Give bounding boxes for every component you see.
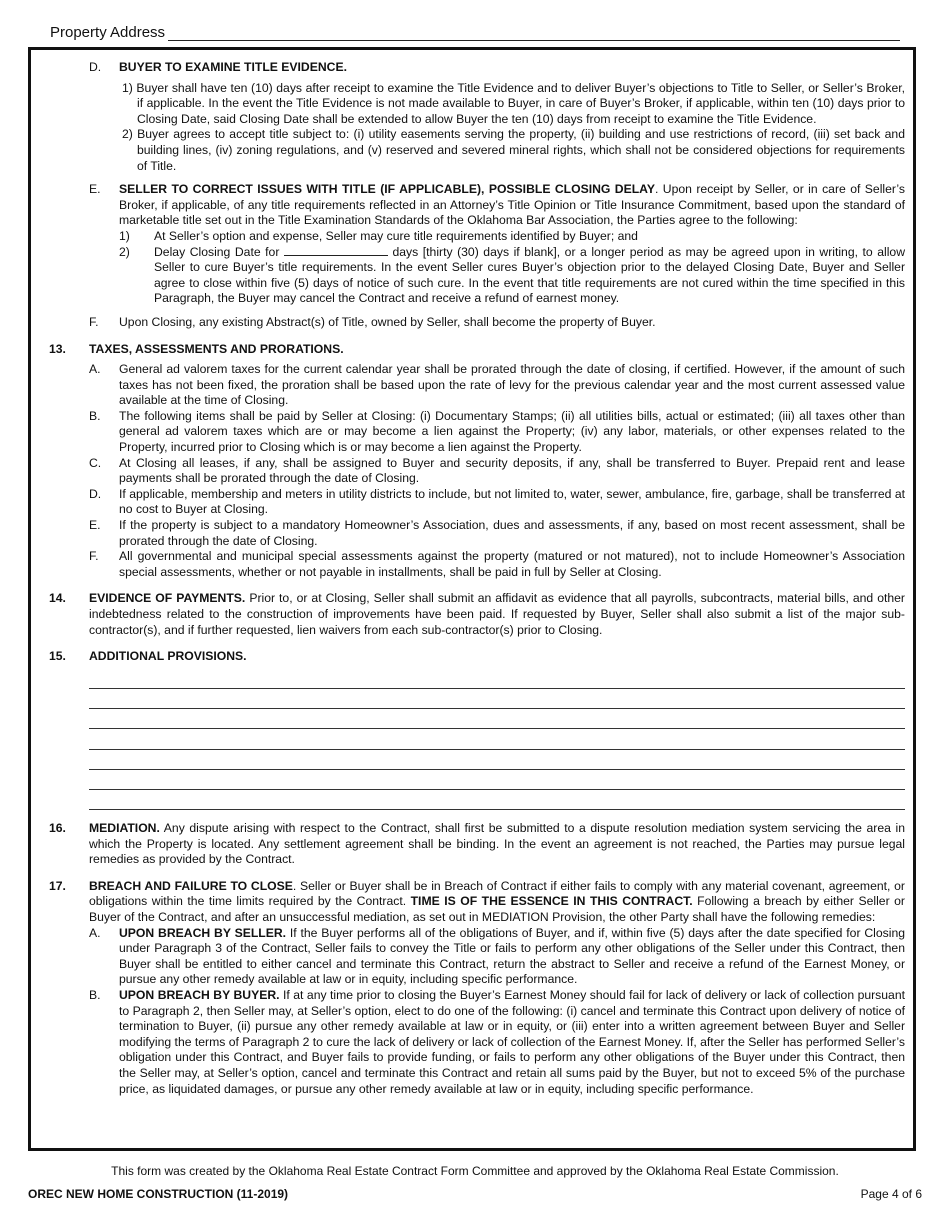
section-body: Any dispute arising with respect to the Contract, shall first be submitted to a dispute resolution mediation system servicing the area in which the Property is located. Any settlement agreement shall be binding. In the event an agreement is not reached, the Parties may pursue legal remedies as provided by the Contract. — [89, 821, 905, 867]
section-emphasis: TIME IS OF THE ESSENCE IN THIS CONTRACT. — [410, 894, 693, 909]
item-text: The following items shall be paid by Seller at Closing: (i) Documentary Stamps; (ii) all utilities bills, actual or estimated; (iii) all taxes other than general ad valorem taxes which are or may become a lien against the Property; (iv) any labor, materials, or other expenses related to the Property, incurred prior to Closing which is or may become a lien against the Property. — [119, 408, 905, 455]
provision-line[interactable] — [89, 770, 905, 790]
item-letter: F. — [89, 549, 99, 564]
section-12d-item-2: 2) Buyer agrees to accept title subject to: (i) utility easements serving the property, (ii) building and use restrictions of record, (iii) set back and building lines, (iv) zoning regulations, and (v) reserved and severed mineral rights, which shall not be considered objections for requirements of Title. — [122, 127, 905, 173]
contract-content — [49, 60, 905, 1097]
provision-line[interactable] — [89, 750, 905, 770]
section-12e-item-2 — [49, 245, 905, 307]
delay-days-field[interactable] — [284, 245, 388, 256]
section-13-item — [49, 549, 905, 580]
section-13-item — [49, 487, 905, 518]
item-text: If the Buyer performs all of the obligations of Buyer, and if, within five (5) days after the date specified for Closing under Paragraph 3 of the Contract, Seller fails to convey the Title or fails to perform any other obligations of the Seller under this Contract, then Buyer shall be entitled to either cancel and terminate this Contract, return the abstract to Seller and receive a refund of the Earnest Money, or pursue any other remedy available at law or in equity, including specific performance. — [119, 925, 905, 987]
section-letter: E. — [89, 182, 101, 197]
section-16 — [49, 821, 905, 868]
item-text: At Closing all leases, if any, shall be assigned to Buyer and security deposits, if any, shall be transferred to Buyer. Prepaid rent and lease payments shall be prorated through the date of Closing. — [119, 455, 905, 486]
additional-provisions-lines — [89, 669, 905, 810]
provision-line[interactable] — [89, 790, 905, 810]
section-12d-heading — [49, 60, 905, 76]
footer-note: This form was created by the Oklahoma Real Estate Contract Form Committee and approved by the Oklahoma Real Estate Commission. — [111, 1164, 839, 1178]
provision-line[interactable] — [89, 709, 905, 729]
section-title: BREACH AND FAILURE TO CLOSE — [89, 878, 293, 893]
provision-line[interactable] — [89, 669, 905, 689]
item-number: 2) — [119, 244, 130, 259]
item-text: If the property is subject to a mandatory Homeowner’s Association, dues and assessments, if any, based on most recent assessment, shall be prorated through the date of Closing. — [119, 518, 905, 548]
provision-line[interactable] — [89, 729, 905, 749]
item-letter: D. — [89, 486, 102, 501]
section-13-item — [49, 362, 905, 409]
item-title: UPON BREACH BY SELLER. — [119, 925, 287, 940]
item-letter: B. — [89, 988, 101, 1003]
contract-frame — [28, 47, 916, 1151]
item-title: UPON BREACH BY BUYER. — [119, 988, 280, 1003]
section-body: Upon Closing, any existing Abstract(s) of Title, owned by Seller, shall become the property of Buyer. — [119, 314, 656, 329]
section-13-heading — [49, 342, 905, 358]
section-number: 15. — [49, 649, 66, 664]
section-body: . Seller or Buyer shall be in Breach of Contract if either fails to comply with any material covenant, agreement, or obligations within the time limits required by the Contract. — [89, 878, 905, 909]
section-number: 16. — [49, 821, 66, 836]
item-text: If applicable, membership and meters in utility districts to include, but not limited to, water, sewer, ambulance, fire, garbage, shall be transferred at no cost to Buyer at Closing. — [119, 486, 905, 517]
property-address-label: Property Address — [50, 24, 166, 41]
section-12e — [49, 182, 905, 229]
item-text: If at any time prior to closing the Buyer’s Earnest Money should fail for lack of delivery or lack of collection pursuant to Paragraph 2, then Seller may, at Seller’s option, elect to do one of the following: (i) cancel and terminate this Contract upon delivery of notice of termination to Buyer, (ii) pursue any other remedy available at law or in equity, or (iii) enter into a written agreement between Buyer and Seller modifying the terms of Paragraph 2 to cure the lack of delivery or lack of collection of the Earnest Money. If, after the Seller has performed Seller’s obligation under this Contract, and Buyer fails to provide funding, or fails to perform any other obligations of the Buyer under this Contract, then the Seller may, at Seller’s option, cancel and terminate this Contract and retain all sums paid by the Buyer, but not to exceed 5% of the purchase price, as liquidated damages, or pursue any other remedy available at law or in equity, including specific performance. — [119, 988, 905, 1096]
section-title: MEDIATION. — [89, 821, 160, 836]
section-13-item — [49, 409, 905, 456]
section-14 — [49, 591, 905, 638]
section-letter: F. — [89, 314, 99, 329]
section-title: ADDITIONAL PROVISIONS. — [89, 649, 247, 664]
section-12d-item-1: 1) Buyer shall have ten (10) days after receipt to examine the Title Evidence and to deliver Buyer’s objections to Title to Seller, or Seller’s Broker, if applicable. In the event the Title Evidence is not made available to Buyer, in care of Buyer’s Broker, if applicable, within ten (10) days prior to Closing Date, said Closing Date shall be extended to allow Buyer the ten (10) days from receipt to examine the Title Evidence. — [122, 80, 905, 126]
section-13-item — [49, 456, 905, 487]
item-number: 1) — [119, 228, 130, 243]
section-number: 13. — [49, 341, 66, 356]
item-text: General ad valorem taxes for the current calendar year shall be prorated through the date of closing, if certified. However, if the amount of such taxes has not been fixed, the proration shall be based upon the rate of levy for the previous calendar year and the most current assessed value available at the time of Closing. — [119, 362, 905, 408]
section-body: . Upon receipt by Seller, or in care of Seller’s Broker, if applicable, of any title requirements reflected in an Attorney’s Title Opinion or Title Insurance Commitment, based upon the standard of marketable title set out in the Title Examination Standards of the Oklahoma Bar Association, the Parties agree to the following: — [119, 182, 905, 228]
form-identifier: OREC NEW HOME CONSTRUCTION (11-2019) — [28, 1187, 289, 1201]
section-13-item — [49, 518, 905, 549]
property-address-field[interactable] — [168, 26, 900, 41]
section-title: BUYER TO EXAMINE TITLE EVIDENCE. — [119, 60, 347, 74]
section-title: EVIDENCE OF PAYMENTS. — [89, 591, 246, 606]
item-text: Delay Closing Date for — [154, 244, 280, 259]
provision-line[interactable] — [89, 689, 905, 709]
section-12f — [49, 315, 905, 331]
item-letter: A. — [89, 362, 101, 377]
section-15-heading — [49, 649, 905, 665]
item-letter: B. — [89, 408, 101, 423]
section-letter: D. — [89, 60, 102, 74]
page-number: Page 4 of 6 — [860, 1187, 922, 1201]
section-title: TAXES, ASSESSMENTS AND PRORATIONS. — [89, 341, 344, 356]
property-address-row — [50, 24, 900, 41]
item-letter: C. — [89, 455, 102, 470]
section-title: SELLER TO CORRECT ISSUES WITH TITLE (IF APPLICABLE), POSSIBLE CLOSING DELAY — [119, 182, 655, 197]
section-body: Following a breach by either Seller or Buyer of the Contract, and after an unsuccessful mediation, as set out in MEDIATION Provision, the other Party shall have the following remedies: — [89, 894, 905, 925]
section-12e-item-1 — [49, 229, 905, 245]
item-text: days [thirty (30) days if blank], or a longer period as may be agreed upon in writing, to allow Seller to cure Buyer’s title requirements. In the event Seller cures Buyer’s objection prior to the delayed Closing Date, Buyer and Seller agree to close within five (5) days of notice of such cure. In the event that title requirements are not cured within the time specified in this Paragraph, the Buyer may cancel the Contract and receive a refund of earnest money. — [154, 244, 906, 306]
section-number: 14. — [49, 591, 66, 606]
section-number: 17. — [49, 878, 66, 893]
item-letter: E. — [89, 518, 101, 533]
section-17a — [49, 926, 905, 988]
section-17 — [49, 879, 905, 926]
item-text: At Seller’s option and expense, Seller may cure title requirements identified by Buyer; and — [154, 228, 638, 243]
section-17b — [49, 988, 905, 1097]
item-text: All governmental and municipal special assessments against the property (matured or not matured), not to include Homeowner’s Association special assessments, whether or not payable in installments, shall be paid in full by Seller at Closing. — [119, 549, 905, 579]
section-body: Prior to, or at Closing, Seller shall submit an affidavit as evidence that all payrolls, subcontracts, material bills, and other indebtedness related to the construction of improvements have been paid. If requested by Buyer, Seller shall also submit a list of the major sub-contractor(s), and if further requested, lien waivers from each sub-contractor(s) prior to Closing. — [89, 591, 905, 637]
item-letter: A. — [89, 925, 101, 940]
